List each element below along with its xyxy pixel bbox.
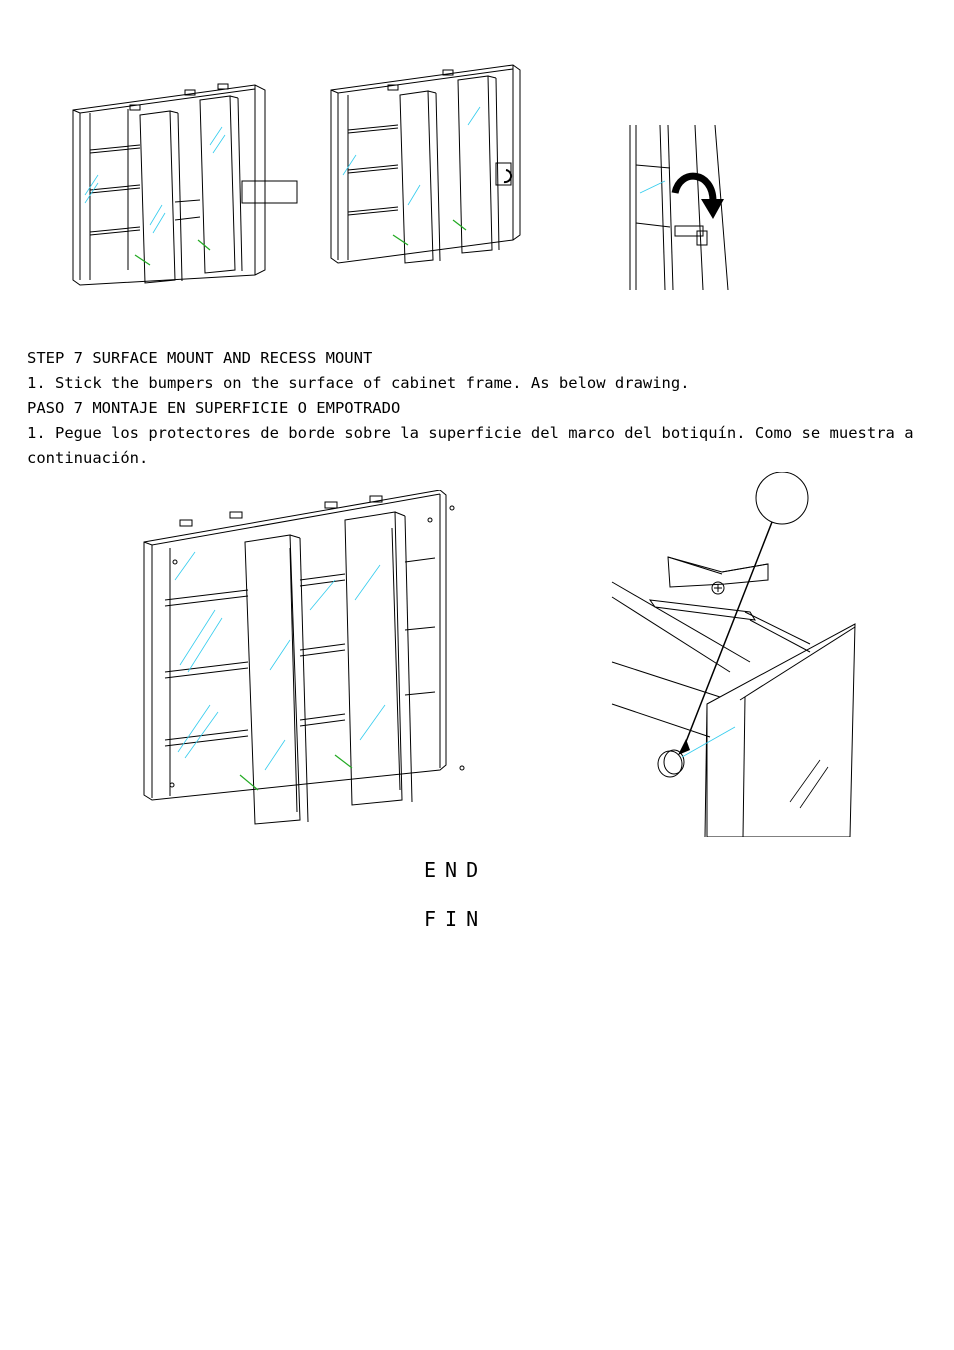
hinge-closeup-drawing — [625, 123, 735, 293]
end-text-es: FIN — [424, 907, 488, 931]
step7-instruction-es: 1. Pegue los protectores de borde sobre la superficie del marco del botiquín. Como se muestra a continuación. — [27, 424, 914, 467]
cabinet-drawing-top-left — [70, 75, 310, 290]
end-text-en: END — [424, 858, 488, 882]
step7-title-es: PASO 7 MONTAJE EN SUPERFICIE O EMPOTRADO — [27, 399, 401, 417]
cabinet-open-drawing — [140, 490, 470, 830]
step7-title-en: STEP 7 SURFACE MOUNT AND RECESS MOUNT — [27, 349, 373, 367]
bumper-detail-drawing — [610, 472, 860, 837]
cabinet-drawing-top-middle — [328, 55, 528, 270]
step7-instruction-en: 1. Stick the bumpers on the surface of cabinet frame. As below drawing. — [27, 374, 690, 392]
